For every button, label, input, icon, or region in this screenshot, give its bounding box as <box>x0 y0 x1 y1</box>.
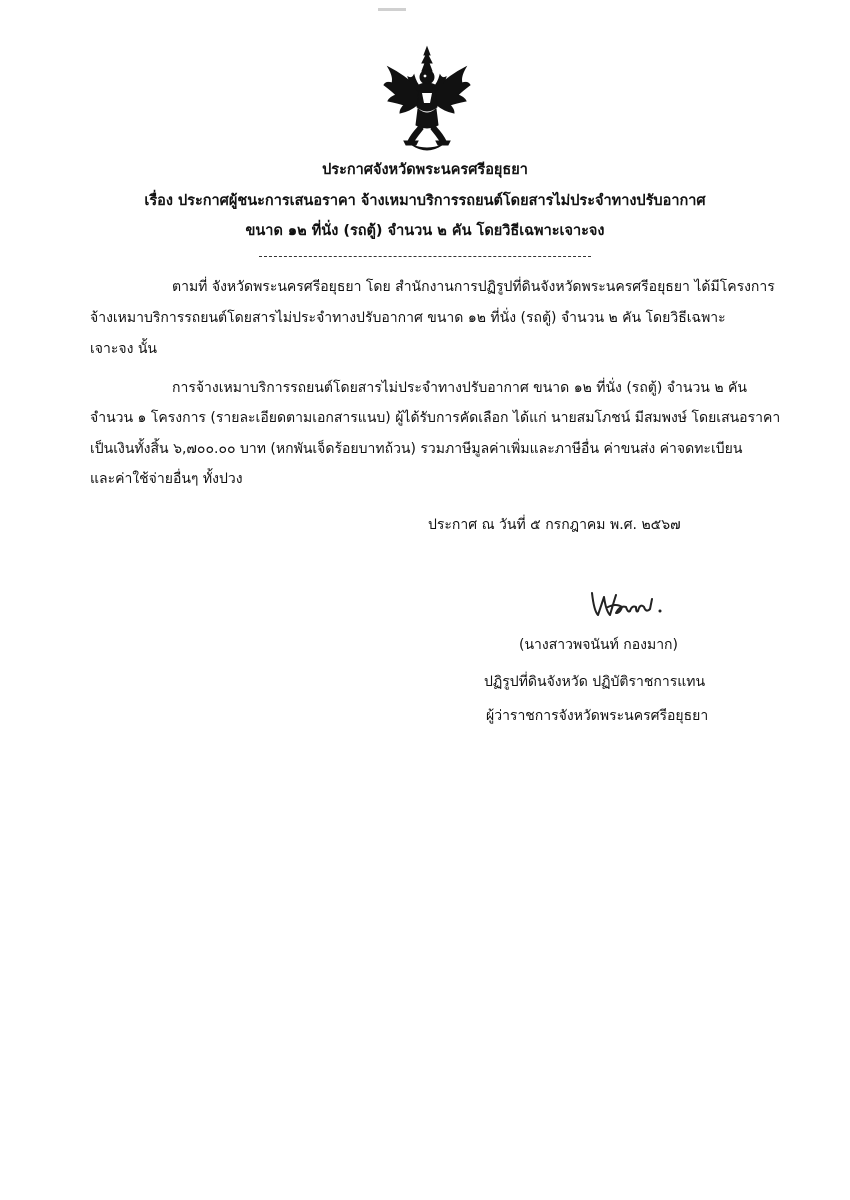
paragraph-1-line-3: เจาะจง นั้น <box>90 341 157 357</box>
divider <box>259 256 591 257</box>
paragraph-2-line-4: และค่าใช้จ่ายอื่นๆ ทั้งปวง <box>90 471 243 487</box>
paragraph-1-line-2: จ้างเหมาบริการรถยนต์โดยสารไม่ประจำทางปรับอากาศ ขนาด ๑๒ ที่นั่ง (รถตู้) จำนวน ๒ คัน โดยวิธีเฉพาะ <box>90 310 726 326</box>
signatory-position-2: ผู้ว่าราชการจังหวัดพระนครศรีอยุธยา <box>486 708 709 724</box>
announcement-date: ประกาศ ณ วันที่ ๕ กรกฎาคม พ.ศ. ๒๕๖๗ <box>428 517 681 533</box>
paragraph-2-line-1: การจ้างเหมาบริการรถยนต์โดยสารไม่ประจำทางปรับอากาศ ขนาด ๑๒ ที่นั่ง (รถตู้) จำนวน ๒ คัน <box>172 380 747 396</box>
handwritten-signature-icon <box>586 585 666 625</box>
scan-artifact <box>378 8 406 11</box>
announcement-subject-line-2: ขนาด ๑๒ ที่นั่ง (รถตู้) จำนวน ๒ คัน โดยวิธีเฉพาะเจาะจง <box>245 223 605 239</box>
announcement-title: ประกาศจังหวัดพระนครศรีอยุธยา <box>322 162 528 178</box>
paragraph-2-line-2: จำนวน ๑ โครงการ (รายละเอียดตามเอกสารแนบ) ผู้ได้รับการคัดเลือก ได้แก่ นายสมโภชน์ มีสมพงษ์ โดยเสนอราคา <box>90 410 781 426</box>
paragraph-2-line-3: เป็นเงินทั้งสิ้น ๖,๗๐๐.๐๐ บาท (หกพันเจ็ดร้อยบาทถ้วน) รวมภาษีมูลค่าเพิ่มและภาษีอื่น ค่าขนส่ง ค่าจดทะเบียน <box>90 441 743 457</box>
signatory-name: (นางสาวพจนันท์ กองมาก) <box>519 637 678 653</box>
paragraph-1-line-1: ตามที่ จังหวัดพระนครศรีอยุธยา โดย สำนักงานการปฏิรูปที่ดินจังหวัดพระนครศรีอยุธยา ได้มีโครงการ <box>172 279 775 295</box>
signatory-position-1: ปฏิรูปที่ดินจังหวัด ปฏิบัติราชการแทน <box>484 674 706 690</box>
announcement-subject-line-1: เรื่อง ประกาศผู้ชนะการเสนอราคา จ้างเหมาบริการรถยนต์โดยสารไม่ประจำทางปรับอากาศ <box>144 193 706 209</box>
garuda-emblem-icon <box>382 45 472 155</box>
